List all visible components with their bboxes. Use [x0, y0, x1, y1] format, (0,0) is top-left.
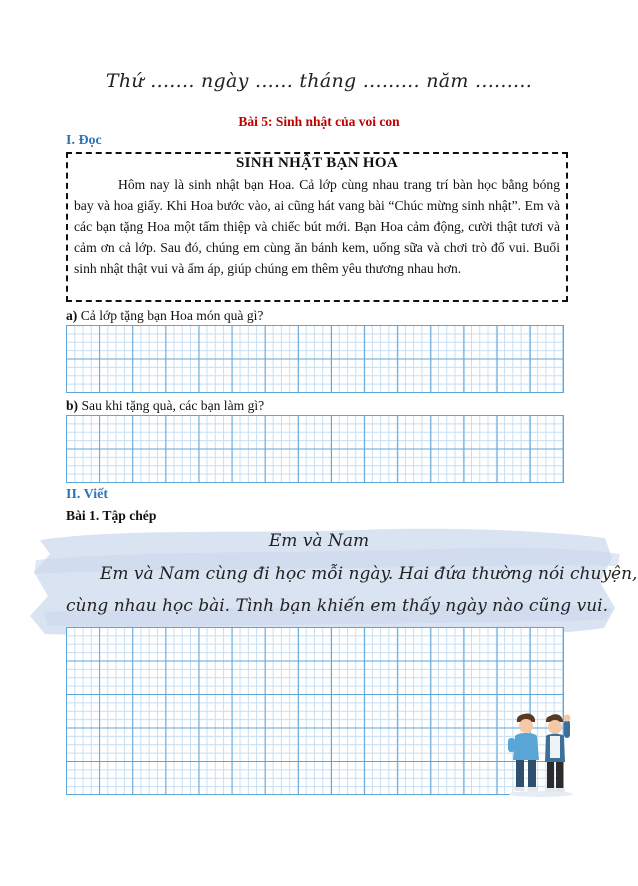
answer-grid-a[interactable]	[66, 325, 564, 393]
exercise-label: Bài 1. Tập chép	[66, 508, 157, 523]
answer-grid-b[interactable]	[66, 415, 564, 483]
question-b-text: Sau khi tặng quà, các bạn làm gì?	[78, 398, 265, 413]
story-title: SINH NHẬT BẠN HOA	[236, 155, 398, 171]
question-b	[66, 398, 264, 414]
question-a-label: a)	[66, 308, 78, 323]
copy-writing-grid[interactable]	[66, 627, 564, 795]
section-writing-heading: II. Viết	[66, 487, 108, 502]
question-b-label: b)	[66, 398, 79, 413]
section-reading-heading: I. Đọc	[66, 133, 102, 148]
reading-passage-box	[66, 152, 568, 302]
question-a-text: Cả lớp tặng bạn Hoa món quà gì?	[77, 308, 264, 323]
question-a	[66, 308, 263, 324]
two-boys-waving-illustration	[506, 712, 576, 798]
lesson-title: Bài 5: Sinh nhật của voi con	[238, 114, 400, 129]
story-text: Hôm nay là sinh nhật bạn Hoa. Cả lớp cùng nhau trang trí bàn học bằng bóng bay và hoa giấy. Khi Hoa bước vào, ai cũng hát vang bài “Chúc mừng sinh nhật”. Em và các bạn tặng Hoa một tấm thiệp và chiếc bút mới. Bạn Hoa cảm động, cười thật tươi và cảm ơn cả lớp. Sau đó, chúng em cùng ăn bánh kem, uống sữa và chơi trò đố vui. Buổi sinh nhật thật vui và ấm áp, giúp chúng em thêm yêu thương nhau hơn.	[74, 177, 560, 276]
copy-line-1: Em và Nam cùng đi học mỗi ngày. Hai đứa thường nói chuyện,	[100, 564, 638, 584]
date-line: Thứ ....... ngày ...... tháng ......... năm .........	[105, 70, 533, 92]
copy-line-2: cùng nhau học bài. Tình bạn khiến em thấy ngày nào cũng vui.	[66, 596, 608, 616]
copy-title: Em và Nam	[268, 531, 370, 551]
